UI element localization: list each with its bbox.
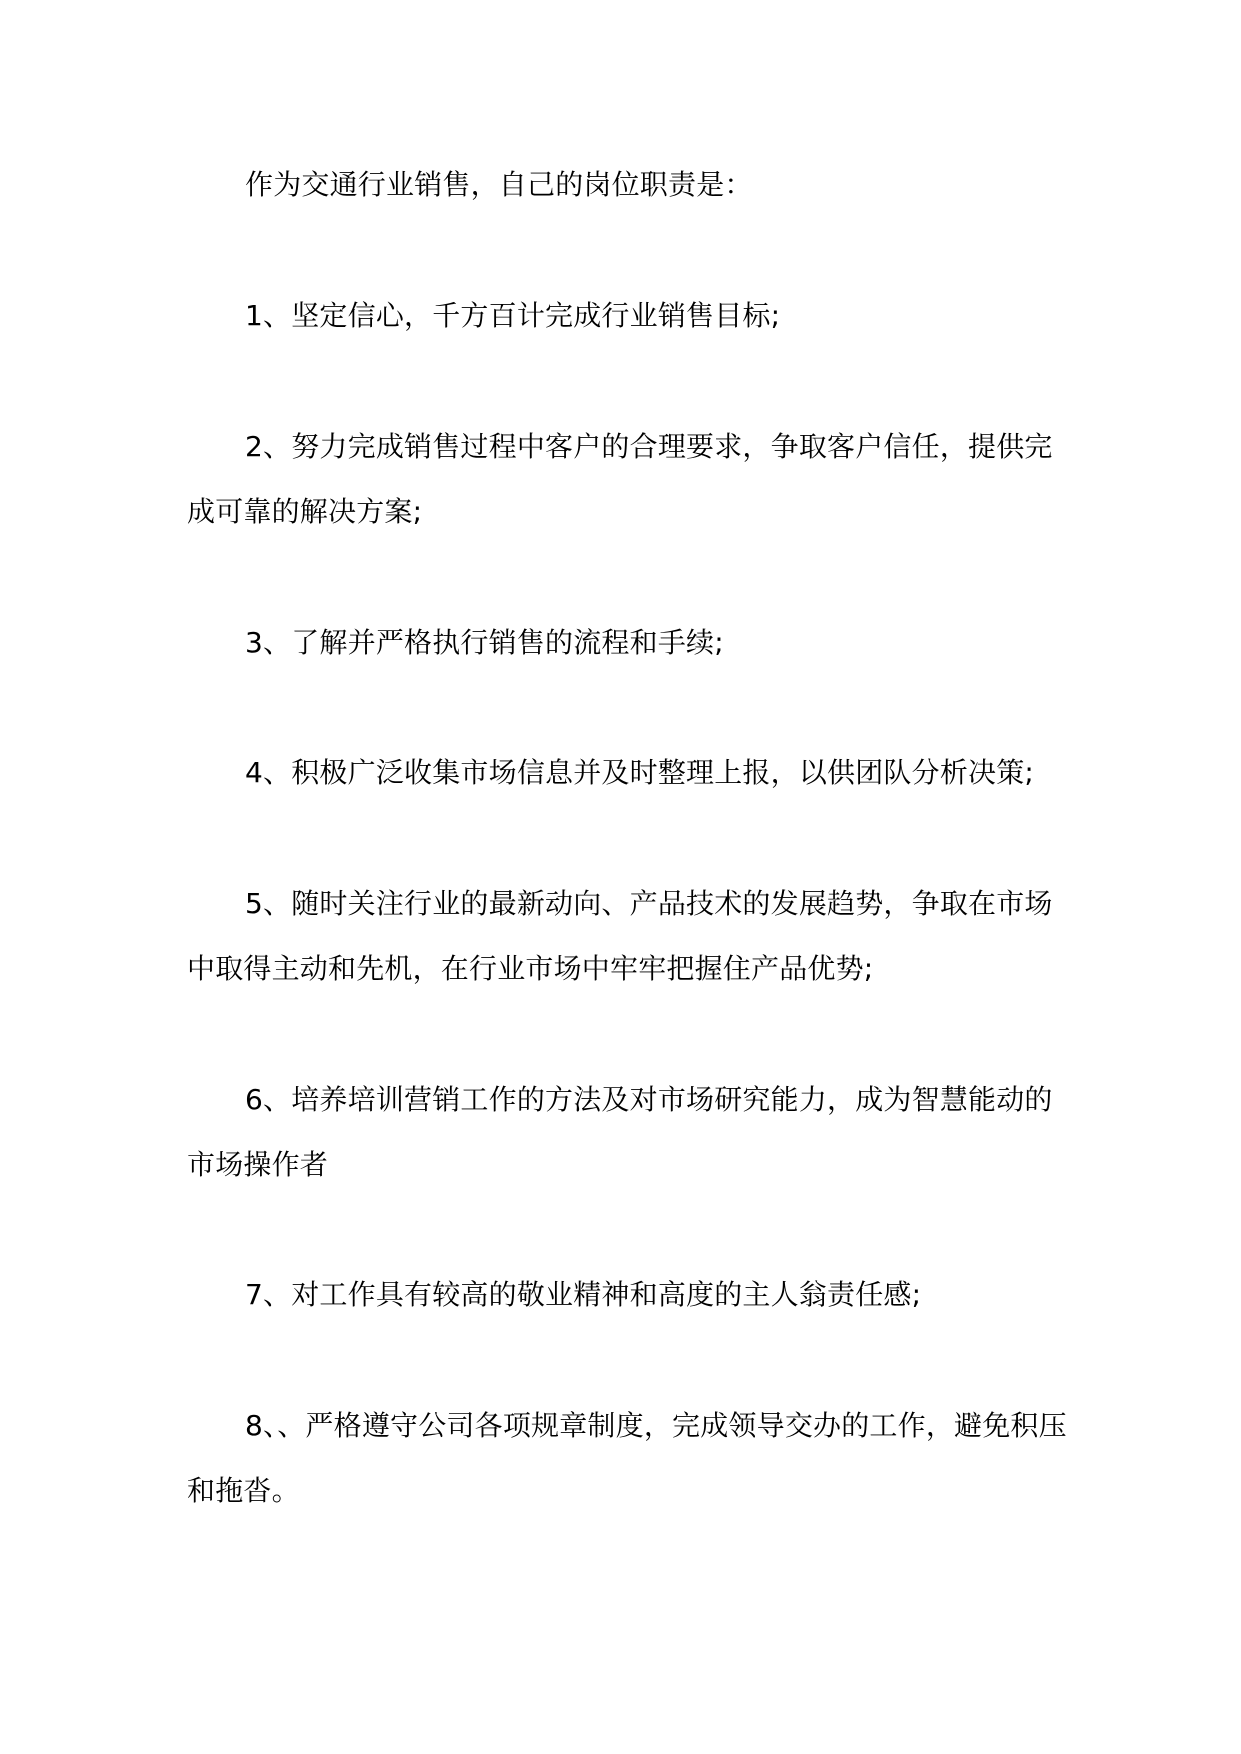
duty-item-5: 5、随时关注行业的最新动向、产品技术的发展趋势，争取在市场中取得主动和先机，在行业市场中牢牢把握住产品优势; xyxy=(187,887,1053,985)
duty-item-3: 3、了解并严格执行销售的流程和手续; xyxy=(245,626,724,659)
duty-item-6: 6、培养培训营销工作的方法及对市场研究能力，成为智慧能动的市场操作者 xyxy=(187,1083,1053,1181)
duty-item-4: 4、积极广泛收集市场信息并及时整理上报，以供团队分析决策; xyxy=(245,756,1035,789)
duty-item-2: 2、努力完成销售过程中客户的合理要求，争取客户信任，提供完成可靠的解决方案; xyxy=(187,430,1053,528)
intro-paragraph: 作为交通行业销售，自己的岗位职责是： xyxy=(245,168,753,201)
duty-item-8: 8、、严格遵守公司各项规章制度，完成领导交办的工作，避免积压和拖沓。 xyxy=(187,1409,1067,1507)
duty-item-1: 1、坚定信心，千方百计完成行业销售目标; xyxy=(245,299,781,332)
duty-item-7: 7、对工作具有较高的敬业精神和高度的主人翁责任感; xyxy=(245,1278,922,1311)
